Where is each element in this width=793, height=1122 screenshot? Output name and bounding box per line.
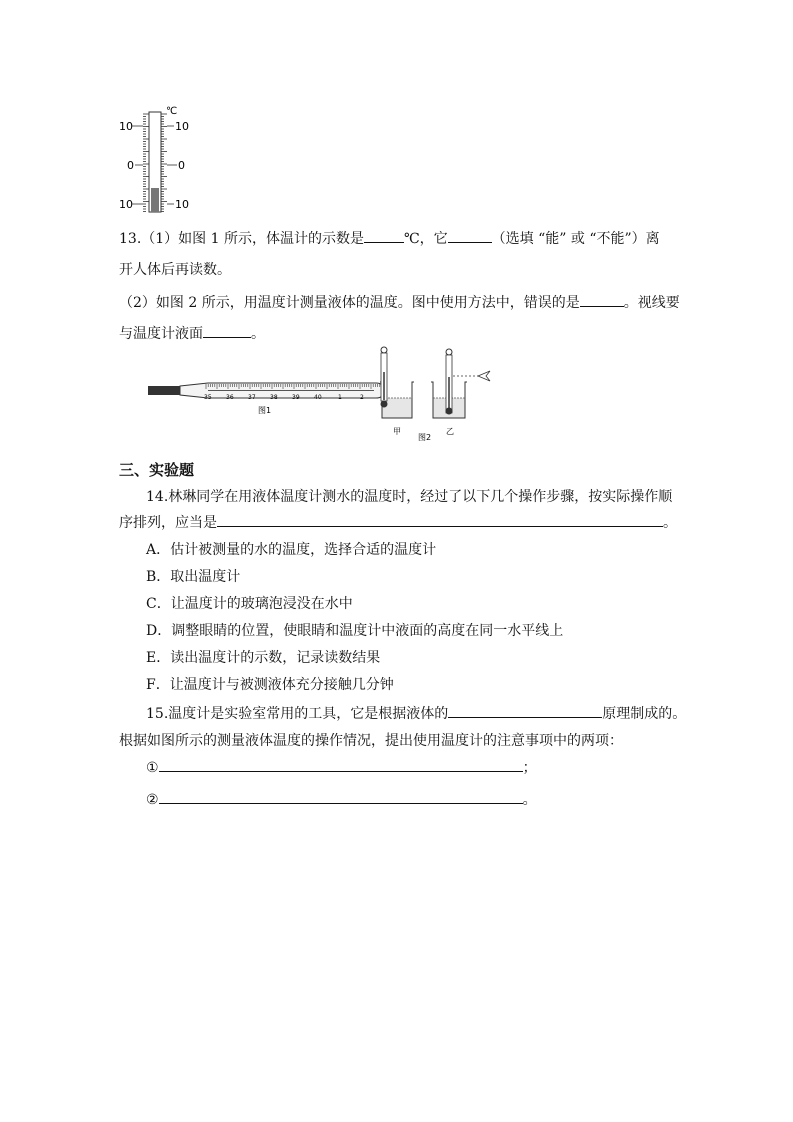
q13-line4 bbox=[119, 323, 265, 343]
yi-label: 乙 bbox=[446, 427, 454, 436]
q13-line3 bbox=[119, 292, 680, 312]
scale-label: 38 bbox=[270, 394, 278, 401]
answer-blank[interactable] bbox=[364, 228, 404, 243]
q13-text: 13.（1）如图 1 所示，体温计的示数是 bbox=[119, 231, 364, 247]
scale-label: 1 bbox=[338, 394, 342, 401]
q15-text: 。 bbox=[522, 792, 537, 808]
option-d: D．调整眼睛的位置，使眼睛和温度计中液面的高度在同一水平线上 bbox=[146, 623, 564, 639]
answer-blank[interactable] bbox=[580, 292, 624, 307]
q14-line1: 14.林琳同学在用液体温度计测水的温度时，经过了以下几个操作步骤，按实际操作顺 bbox=[146, 489, 673, 505]
section-title: 三、实验题 bbox=[119, 461, 195, 479]
scale-label: 39 bbox=[292, 394, 300, 401]
fig1-label: 图1 bbox=[258, 406, 272, 415]
q13-text: 与温度计液面 bbox=[119, 326, 203, 342]
answer-blank[interactable] bbox=[448, 703, 602, 718]
thermometer-left-label: 10 bbox=[119, 120, 133, 133]
q14-text: 序排列，应当是 bbox=[119, 515, 217, 531]
option-b: B．取出温度计 bbox=[146, 569, 241, 585]
thermometer-left-label: 0 bbox=[127, 159, 134, 172]
thermometer-right-label: 10 bbox=[175, 120, 189, 133]
q13-text: （2）如图 2 所示，用温度计测量液体的温度。图中使用方法中，错误的是 bbox=[119, 295, 580, 311]
q13-text: 。 bbox=[251, 326, 265, 342]
thermometer-figure bbox=[115, 100, 195, 215]
q13-line2: 开人体后再读数。 bbox=[119, 262, 231, 278]
answer-blank[interactable] bbox=[159, 757, 523, 772]
q14-line2 bbox=[119, 512, 677, 532]
answer-blank[interactable] bbox=[203, 323, 251, 338]
q15-text: 15.温度计是实验室常用的工具，它是根据液体的 bbox=[146, 706, 449, 722]
option-e: E．读出温度计的示数，记录读数结果 bbox=[146, 650, 381, 666]
thermometer-left-label: 10 bbox=[119, 198, 133, 211]
thermometer-unit: ℃ bbox=[166, 106, 178, 117]
q13-text: （选填 “能” 或 “不能”）离 bbox=[491, 231, 660, 247]
q15-item2 bbox=[146, 789, 537, 809]
thermometer-right-label: 0 bbox=[178, 159, 185, 172]
scale-label: 2 bbox=[360, 394, 364, 401]
scale-label: 35 bbox=[204, 394, 212, 401]
answer-blank[interactable] bbox=[217, 512, 663, 527]
item-mark: ② bbox=[146, 792, 159, 808]
q15-text: ； bbox=[522, 760, 537, 776]
scale-label: 40 bbox=[314, 394, 322, 401]
answer-blank[interactable] bbox=[448, 228, 492, 243]
q13-text: 。视线要 bbox=[623, 295, 680, 311]
jia-label: 甲 bbox=[393, 427, 401, 436]
answer-blank[interactable] bbox=[159, 789, 523, 804]
q13-line1 bbox=[119, 228, 660, 248]
q15-item1 bbox=[146, 757, 537, 777]
q15-text: 原理制成的。 bbox=[602, 706, 687, 722]
thermometer-figure-2 bbox=[148, 342, 508, 447]
scale-label: 37 bbox=[248, 394, 256, 401]
option-c: C．让温度计的玻璃泡浸没在水中 bbox=[146, 596, 353, 612]
q15-line1 bbox=[146, 703, 686, 723]
q14-text: 。 bbox=[663, 515, 677, 531]
q13-text: ℃，它 bbox=[403, 231, 448, 247]
q15-line2: 根据如图所示的测量液体温度的操作情况，提出使用温度计的注意事项中的两项： bbox=[119, 733, 623, 749]
scale-label: 36 bbox=[226, 394, 234, 401]
option-a: A．估计被测量的水的温度，选择合适的温度计 bbox=[146, 542, 437, 558]
thermometer-right-label: 10 bbox=[175, 198, 189, 211]
fig2-label: 图2 bbox=[418, 433, 432, 442]
item-mark: ① bbox=[146, 760, 159, 776]
option-f: F．让温度计与被测液体充分接触几分钟 bbox=[146, 677, 394, 693]
